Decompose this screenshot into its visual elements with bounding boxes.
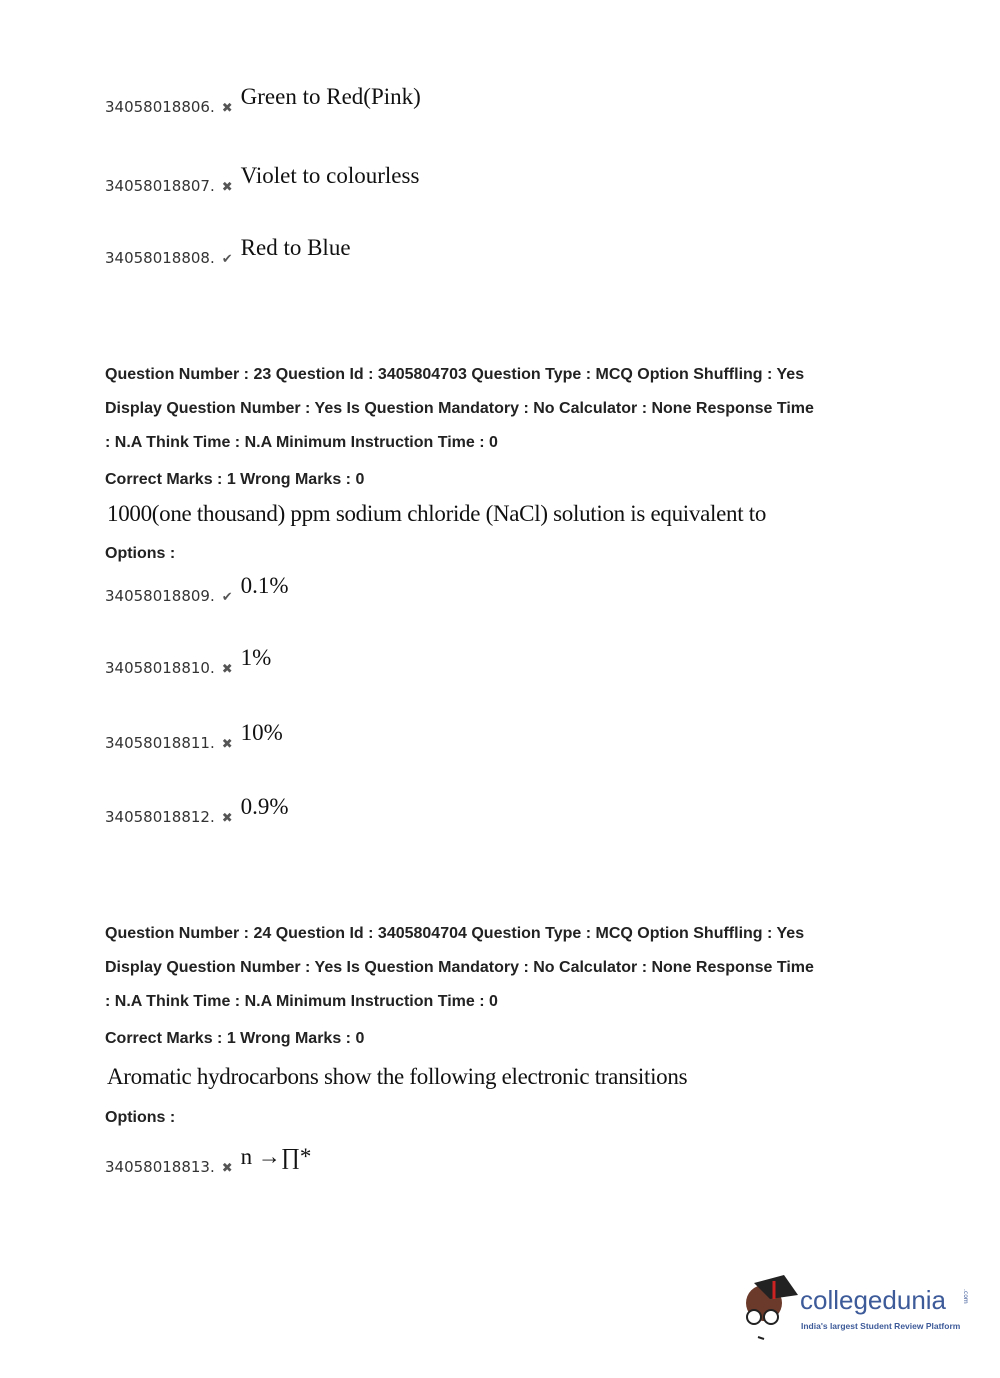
collegedunia-logo bbox=[740, 1273, 980, 1343]
cross-icon: ✖ bbox=[221, 737, 233, 752]
logo-suffix: .com bbox=[962, 1289, 969, 1304]
q23-meta-line: Display Question Number : Yes Is Question Mandatory : No Calculator : None Response Time bbox=[105, 400, 814, 417]
q23-marks: Correct Marks : 1 Wrong Marks : 0 bbox=[105, 471, 365, 488]
option-id: 34058018811. bbox=[105, 734, 215, 752]
option-row bbox=[105, 645, 272, 677]
option-row bbox=[105, 720, 283, 752]
q24-meta-line: : N.A Think Time : N.A Minimum Instruction Time : 0 bbox=[105, 993, 498, 1010]
option-row bbox=[105, 163, 420, 195]
logo-tagline: India's largest Student Review Platform bbox=[801, 1321, 961, 1331]
option-row bbox=[105, 84, 421, 116]
option-id: 34058018808. bbox=[105, 249, 215, 267]
option-text: Green to Red(Pink) bbox=[240, 84, 421, 109]
option-text: 0.9% bbox=[240, 794, 289, 819]
q23-meta-line: Question Number : 23 Question Id : 3405804703 Question Type : MCQ Option Shuffling : Yes bbox=[105, 366, 805, 383]
checkmark-icon: ✔ bbox=[221, 252, 233, 267]
q23-metadata bbox=[105, 358, 985, 460]
option-text: Red to Blue bbox=[240, 235, 351, 260]
option-id: 34058018813. bbox=[105, 1158, 215, 1176]
cross-icon: ✖ bbox=[221, 101, 233, 116]
option-text: n →∏* bbox=[240, 1144, 312, 1169]
option-row bbox=[105, 794, 289, 826]
q24-meta-line: Question Number : 24 Question Id : 3405804704 Question Type : MCQ Option Shuffling : Yes bbox=[105, 925, 805, 942]
option-id: 34058018812. bbox=[105, 808, 215, 826]
q24-question-text: Aromatic hydrocarbons show the following electronic transitions bbox=[107, 1064, 688, 1089]
q23-question-text: 1000(one thousand) ppm sodium chloride (NaCl) solution is equivalent to bbox=[107, 501, 767, 526]
cross-icon: ✖ bbox=[221, 662, 233, 677]
option-id: 34058018806. bbox=[105, 98, 215, 116]
q23-meta-line: : N.A Think Time : N.A Minimum Instruction Time : 0 bbox=[105, 434, 498, 451]
option-text: 0.1% bbox=[240, 573, 289, 598]
option-row bbox=[105, 1144, 312, 1176]
option-row bbox=[105, 573, 289, 605]
option-text: Violet to colourless bbox=[240, 163, 420, 188]
option-id: 34058018810. bbox=[105, 659, 215, 677]
cross-icon: ✖ bbox=[221, 1161, 233, 1176]
logo-wordmark: collegedunia bbox=[800, 1285, 947, 1315]
option-text: 1% bbox=[240, 645, 272, 670]
q24-marks: Correct Marks : 1 Wrong Marks : 0 bbox=[105, 1030, 365, 1047]
q23-options-label: Options : bbox=[105, 545, 176, 562]
option-id: 34058018807. bbox=[105, 177, 215, 195]
option-id: 34058018809. bbox=[105, 587, 215, 605]
checkmark-icon: ✔ bbox=[221, 590, 233, 605]
q24-meta-line: Display Question Number : Yes Is Question Mandatory : No Calculator : None Response Time bbox=[105, 959, 814, 976]
mascot-icon bbox=[740, 1273, 800, 1343]
q24-metadata bbox=[105, 917, 985, 1019]
cross-icon: ✖ bbox=[221, 811, 233, 826]
option-text: 10% bbox=[240, 720, 283, 745]
q24-options-label: Options : bbox=[105, 1109, 176, 1126]
cross-icon: ✖ bbox=[221, 180, 233, 195]
option-row bbox=[105, 235, 351, 267]
